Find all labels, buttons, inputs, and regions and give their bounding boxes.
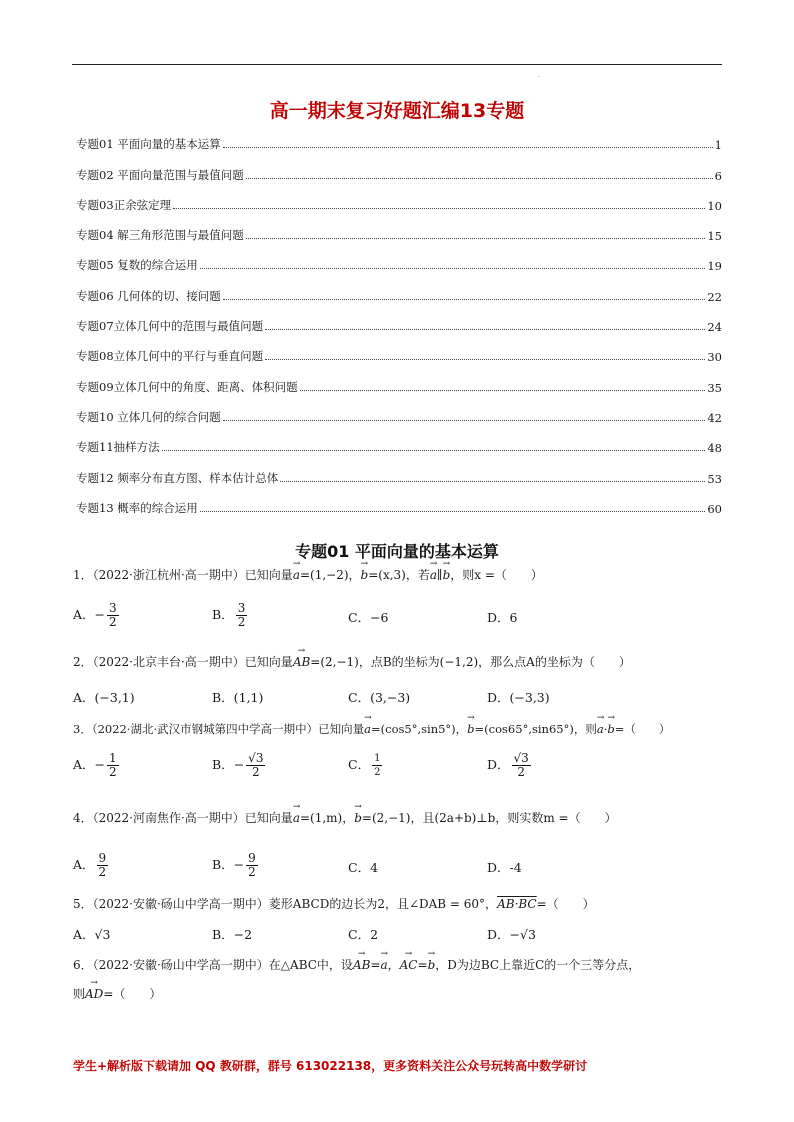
header-rule xyxy=(72,64,722,65)
toc-row[interactable] xyxy=(76,334,722,364)
toc-leader xyxy=(223,420,706,421)
option-letter: A． xyxy=(73,607,95,622)
option-d[interactable]: D．−√3 xyxy=(487,927,536,942)
q6-prefix: 6．（2022·安徽·砀山中学高一期中）在△ABC中，设 xyxy=(73,958,353,972)
option-c[interactable]: C．4 xyxy=(348,860,379,875)
q6-line2-prefix: 则 xyxy=(73,987,86,1001)
toc-label: 专题09立体几何中的角度、距离、体积问题 xyxy=(76,379,298,394)
vector-b: → b xyxy=(354,811,362,825)
fraction xyxy=(236,602,248,629)
vector-a: → a xyxy=(293,568,300,582)
vector-ac xyxy=(400,958,418,972)
toc-leader xyxy=(223,299,706,300)
header-mark: . xyxy=(538,72,540,79)
option-letter: A． xyxy=(73,857,95,872)
option-b[interactable]: B．−2 xyxy=(212,927,253,942)
toc-page: 24 xyxy=(707,320,722,335)
denominator: 2 xyxy=(237,615,246,629)
q3-b-value: =(cos65°,sin65°)，则 xyxy=(474,722,597,736)
vector-b: → b xyxy=(467,722,474,736)
toc-label: 专题12 频率分布直方图、样本估计总体 xyxy=(76,470,279,485)
numerator: 3 xyxy=(237,601,246,615)
fraction-sign: − xyxy=(94,607,106,622)
denominator: 2 xyxy=(517,765,525,779)
toc-row[interactable] xyxy=(76,152,722,182)
q5-suffix: =（ ） xyxy=(536,897,595,911)
numerator: 1 xyxy=(109,751,117,765)
toc-row[interactable] xyxy=(76,425,722,455)
toc-row[interactable] xyxy=(76,243,722,273)
denominator: 2 xyxy=(251,765,260,779)
option-a[interactable]: A．(−3,1) xyxy=(73,690,135,705)
toc-page: 42 xyxy=(707,410,722,425)
q1-parallel: ∥ xyxy=(437,568,443,582)
toc-page: 1 xyxy=(714,138,722,153)
q1-b-value: =(x,3)，若 xyxy=(368,568,430,582)
equals: = xyxy=(417,958,428,972)
fraction xyxy=(246,852,258,879)
option-d[interactable]: D．6 xyxy=(487,610,518,625)
question-1 xyxy=(73,566,543,583)
option-d[interactable] xyxy=(487,752,533,779)
section-title: 专题01 平面向量的基本运算 xyxy=(295,542,499,561)
q3-prefix: 3．（2022·湖北·武汉市钢城第四中学高一期中）已知向量 xyxy=(73,722,365,736)
toc-row[interactable] xyxy=(76,183,722,213)
numerator: 9 xyxy=(248,851,256,865)
toc-leader xyxy=(280,481,705,482)
vector-ab xyxy=(353,958,370,972)
q5-text: 5．（2022·安徽·砀山中学高一期中）菱形ABCD的边长为2，且∠DAB = 60°， xyxy=(73,897,498,911)
toc-label: 专题07立体几何中的范围与最值问题 xyxy=(76,319,264,334)
toc-label: 专题11抽样方法 xyxy=(76,440,160,455)
toc-row[interactable] xyxy=(76,122,722,152)
table-of-contents xyxy=(76,122,722,516)
option-d[interactable]: D．-4 xyxy=(487,860,522,875)
toc-row[interactable] xyxy=(76,486,722,516)
dot-operator: · xyxy=(603,722,608,736)
toc-page: 48 xyxy=(707,441,722,456)
q4-a-value: =(1,m)， xyxy=(299,811,355,825)
q6-line2-suffix: =（ ） xyxy=(103,987,162,1001)
q4-prefix: 4．（2022·河南焦作·高一期中）已知向量 xyxy=(73,811,293,825)
toc-label: 专题03正余弦定理 xyxy=(76,197,172,212)
q1-suffix: ，则x =（ ） xyxy=(450,568,543,582)
q5-expression: AB·BC xyxy=(497,897,537,911)
option-a[interactable]: A．− $\frac{1}{2}$ xyxy=(73,751,117,779)
toc-row[interactable] xyxy=(76,455,722,485)
option-letter: D． xyxy=(487,757,510,772)
toc-page: 30 xyxy=(707,350,722,365)
option-a[interactable]: A．√3 xyxy=(73,927,111,942)
option-letter: B． xyxy=(212,757,234,772)
toc-page: 15 xyxy=(707,229,722,244)
numerator: √3 xyxy=(248,751,264,765)
vector-label: AC xyxy=(399,958,418,972)
toc-label: 专题05 复数的综合运用 xyxy=(76,258,198,273)
option-b[interactable] xyxy=(212,602,249,629)
toc-row[interactable] xyxy=(76,364,722,394)
fraction xyxy=(512,752,531,779)
toc-row[interactable] xyxy=(76,395,722,425)
toc-leader xyxy=(173,208,705,209)
numerator: 1 xyxy=(374,753,381,764)
toc-page: 10 xyxy=(707,198,722,213)
vector-a: → a xyxy=(597,722,604,736)
question-2 xyxy=(73,653,631,670)
equals: = xyxy=(370,958,381,972)
vector-a: → a xyxy=(364,722,371,736)
toc-row[interactable] xyxy=(76,273,722,303)
question-6-line2 xyxy=(73,985,161,1002)
q2-prefix: 2．（2022·北京丰台·高一期中）已知向量 xyxy=(73,655,293,669)
toc-label: 专题01 平面向量的基本运算 xyxy=(76,137,221,152)
option-c[interactable]: C．−6 xyxy=(348,610,389,625)
fraction xyxy=(107,602,119,629)
q4-suffix: ，则实数m =（ ） xyxy=(495,811,617,825)
question-6: 6．（2022·安徽·砀山中学高一期中）在△ABC中，设→ AB=→ a，→ AC=→ b，D为边BC上靠近C的一个三等分点， xyxy=(73,956,640,973)
toc-label: 专题08立体几何中的平行与垂直问题 xyxy=(76,349,264,364)
denominator: 2 xyxy=(248,865,256,879)
toc-label: 专题06 几何体的切、接问题 xyxy=(76,288,221,303)
option-letter: A． xyxy=(73,757,95,772)
numerator: 3 xyxy=(109,601,117,615)
toc-label: 专题13 概率的综合运用 xyxy=(76,500,198,515)
q1-prefix: 1．（2022·浙江杭州·高一期中）已知向量 xyxy=(73,568,293,582)
option-c[interactable]: C．(3,−3) xyxy=(348,690,411,705)
toc-leader xyxy=(265,329,705,330)
toc-label: 专题02 平面向量范围与最值问题 xyxy=(76,167,244,182)
option-c[interactable] xyxy=(348,752,384,779)
question-3 xyxy=(73,721,670,737)
option-b[interactable] xyxy=(212,852,260,879)
toc-page: 22 xyxy=(707,289,722,304)
vector-a: → a xyxy=(293,811,300,825)
vector-a: → a xyxy=(430,568,437,582)
denominator: 2 xyxy=(98,865,107,879)
toc-label: 专题04 解三角形范围与最值问题 xyxy=(76,228,244,243)
q6-suffix: ，D为边BC上靠近C的一个三等分点， xyxy=(435,958,641,972)
toc-leader xyxy=(200,511,706,512)
denominator: 2 xyxy=(109,615,117,629)
option-c[interactable]: C．2 xyxy=(348,927,379,942)
vector-ab xyxy=(293,655,310,669)
footer-note: 学生+解析版下载请加 QQ 教研群，群号 613022138，更多资料关注公众号玩转高中数学研讨 xyxy=(73,1059,588,1073)
toc-leader xyxy=(246,238,706,239)
toc-leader xyxy=(246,178,713,179)
numerator: √3 xyxy=(513,751,529,765)
toc-row[interactable] xyxy=(76,304,722,334)
option-a[interactable] xyxy=(73,602,121,629)
option-b[interactable]: B．− $\frac{√3}{2}$ xyxy=(212,751,264,779)
toc-label: 专题10 立体几何的综合问题 xyxy=(76,409,221,424)
toc-page: 53 xyxy=(707,471,722,486)
toc-leader xyxy=(162,450,706,451)
document-title: 高一期末复习好题汇编13专题 xyxy=(269,100,525,122)
vector-ad xyxy=(85,987,103,1001)
q1-a-value: =(1,−2)， xyxy=(299,568,361,582)
option-a[interactable] xyxy=(73,852,110,879)
q3-a-value: =(cos5°,sin5°)， xyxy=(371,722,468,736)
q4-expression: (2a+b)⊥b xyxy=(434,811,496,825)
toc-page: 60 xyxy=(707,501,722,516)
q3-suffix: =（ ） xyxy=(614,722,671,736)
q2-text: =(2,−1)，点B的坐标为(−1,2)，那么点A的坐标为（ ） xyxy=(310,655,631,669)
toc-leader xyxy=(265,359,705,360)
option-b[interactable]: B．(1,1) xyxy=(212,690,264,705)
question-4 xyxy=(73,809,617,826)
vector-label: AB xyxy=(292,655,311,669)
denominator: 2 xyxy=(109,765,117,779)
toc-page: 35 xyxy=(707,380,722,395)
denominator: 2 xyxy=(374,767,381,778)
option-letter: B．− xyxy=(212,857,245,872)
toc-row[interactable] xyxy=(76,213,722,243)
fraction xyxy=(107,752,119,779)
numerator: 9 xyxy=(98,851,107,865)
option-letter: C． xyxy=(348,757,371,772)
option-d[interactable]: D．(−3,3) xyxy=(487,690,550,705)
vector-label: AD xyxy=(85,987,104,1001)
vector-b: → b xyxy=(443,568,451,582)
vector-b: → b xyxy=(428,958,436,972)
option-letter: B． xyxy=(212,607,234,622)
vector-a: → a xyxy=(380,958,387,972)
vector-b: → b xyxy=(607,722,614,736)
fraction xyxy=(97,852,109,879)
toc-page: 6 xyxy=(714,168,722,183)
toc-leader xyxy=(300,390,706,391)
fraction xyxy=(372,752,382,779)
vector-label: AB xyxy=(352,958,371,972)
fraction xyxy=(246,752,265,779)
toc-page: 19 xyxy=(707,259,722,274)
q4-b-value: =(2,−1)，且 xyxy=(361,811,435,825)
vector-b: → b xyxy=(361,568,369,582)
toc-leader xyxy=(223,147,713,148)
question-5 xyxy=(73,895,595,912)
toc-leader xyxy=(200,268,706,269)
